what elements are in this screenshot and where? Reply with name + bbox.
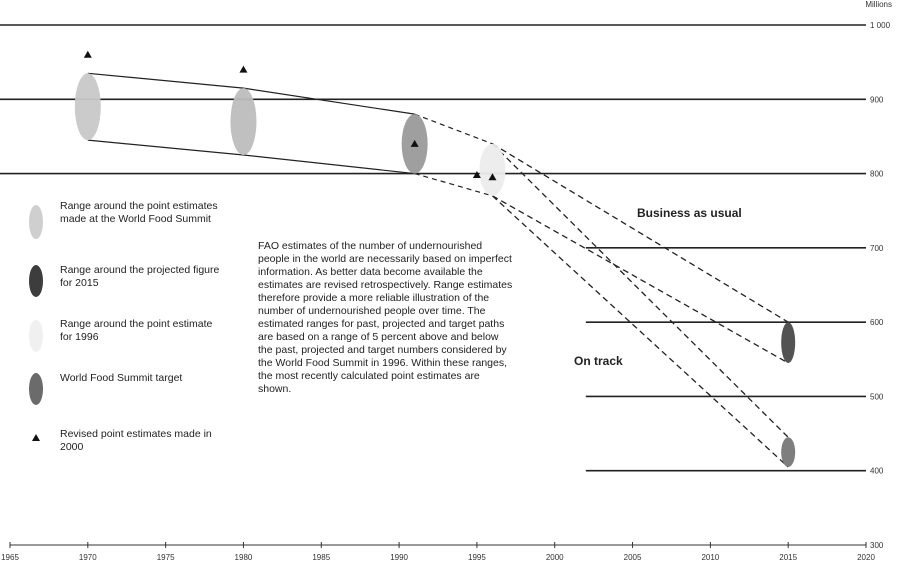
y-tick-label: 700 xyxy=(870,243,884,253)
y-tick-label: 600 xyxy=(870,318,884,328)
business-as-usual-lower xyxy=(492,196,788,363)
legend-label: World Food Summit target xyxy=(60,372,183,384)
range-ellipse-1996-1996 xyxy=(479,144,505,196)
past-band-upper xyxy=(243,88,414,114)
legend-item-summit-target xyxy=(28,372,220,408)
range-ellipse-target-2015 xyxy=(781,437,795,467)
past-band-upper xyxy=(88,73,244,88)
business-as-usual-label: Business as usual xyxy=(637,206,742,220)
legend-label: Range around the projected figure for 2015 xyxy=(60,264,220,289)
legend-item-1996-estimate xyxy=(28,318,220,354)
past-band-lower xyxy=(88,140,244,155)
mid-ellipse-icon xyxy=(28,372,44,408)
x-tick-label: 1995 xyxy=(468,553,486,562)
y-tick-label: 300 xyxy=(870,541,884,550)
y-tick-label: 400 xyxy=(870,466,884,476)
dark-ellipse-icon xyxy=(28,264,44,300)
legend-item-projected-2015 xyxy=(28,264,220,300)
pale-ellipse-icon xyxy=(28,318,44,354)
legend-label: Range around the point estimate for 1996 xyxy=(60,318,213,343)
range-ellipse-past-1970 xyxy=(75,73,101,140)
legend-item-revised-estimates xyxy=(28,428,220,454)
point-estimate-1970 xyxy=(84,51,92,58)
units-label: Millions xyxy=(865,0,892,9)
y-axis xyxy=(870,21,891,550)
legend-item-summit-estimates xyxy=(28,200,220,240)
range-ellipse-past-1980 xyxy=(230,88,256,155)
x-tick-label: 1975 xyxy=(156,553,175,562)
x-tick-label: 1980 xyxy=(234,553,253,562)
x-tick-label: 2015 xyxy=(779,553,798,562)
range-ellipse-projected-2015 xyxy=(781,322,795,363)
on-track-label: On track xyxy=(574,354,623,368)
on-track-lower xyxy=(492,196,788,467)
x-tick-label: 1985 xyxy=(312,553,331,562)
point-estimates xyxy=(84,51,497,181)
y-tick-label: 1 000 xyxy=(870,21,891,30)
triangle-icon xyxy=(28,428,44,448)
x-tick-label: 2010 xyxy=(701,553,720,562)
legend-label: Revised point estimates made in 2000 xyxy=(60,428,212,453)
on-track-upper xyxy=(492,144,788,437)
legend-label: Range around the point estimates made at the World Food Summit xyxy=(60,200,218,225)
x-tick-label: 1990 xyxy=(390,553,408,562)
x-tick-label: 2020 xyxy=(857,553,875,562)
business-as-usual-upper xyxy=(492,144,788,322)
y-tick-label: 900 xyxy=(870,95,884,105)
past-band-lower xyxy=(243,155,414,174)
x-tick-label: 2000 xyxy=(545,553,564,562)
x-axis xyxy=(1,542,875,562)
x-tick-label: 2005 xyxy=(623,553,642,562)
y-tick-label: 500 xyxy=(870,392,884,402)
x-tick-label: 1970 xyxy=(78,553,97,562)
x-tick-label: 1965 xyxy=(1,553,19,562)
explanatory-note: FAO estimates of the number of undernourished people in the world are necessarily based on imperfect information. As better data become available the estimates are revised retrospectively. Range estimates therefore provide a more reliable illustration of the number of undernourished people over time. The estimated ranges for past, projected and target paths are based on a range of 5 percent above and below the past, projected and target numbers considered by the World Food Summit in 1996. Within these ranges, the most recently calculated point estimates are shown. xyxy=(258,240,513,395)
y-tick-label: 800 xyxy=(870,169,884,179)
point-estimate-1980 xyxy=(239,66,247,73)
light-ellipse-icon xyxy=(28,200,44,240)
